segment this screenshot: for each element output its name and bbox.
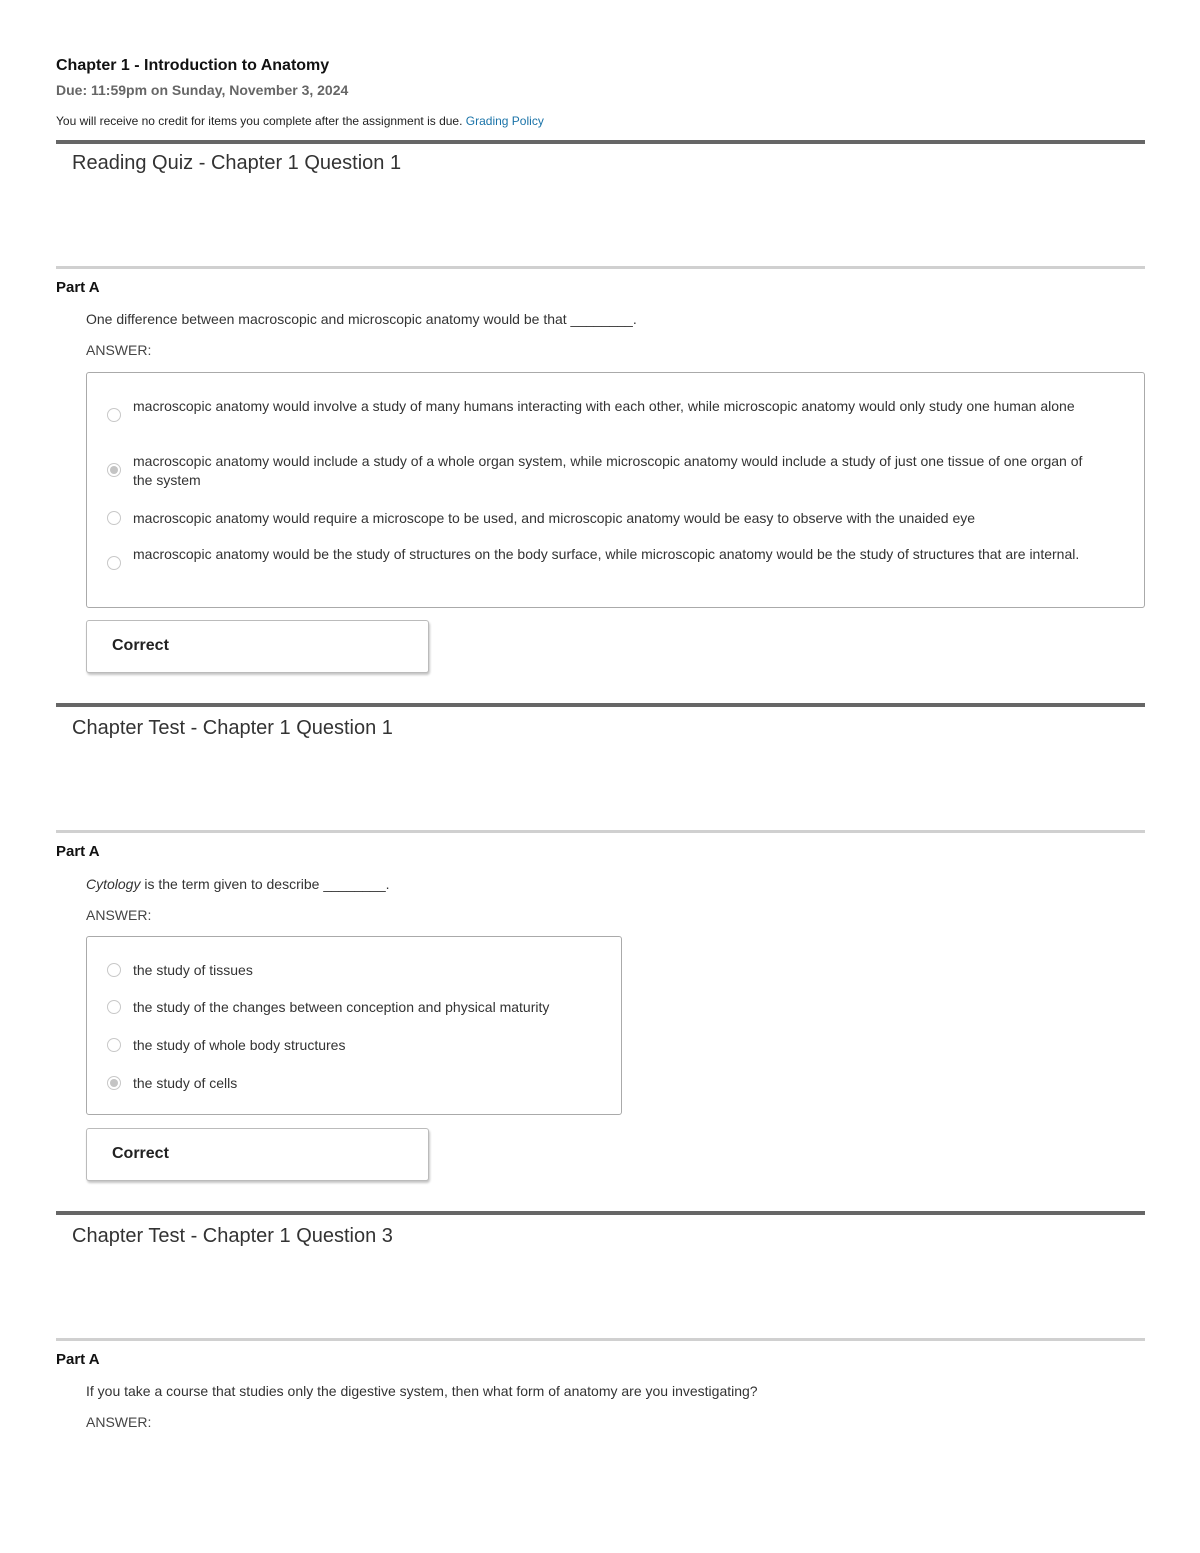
feedback-box [86,1128,429,1181]
option-text: the study of whole body structures [133,1037,346,1053]
question-title: Reading Quiz - Chapter 1 Question 1 [72,152,402,174]
question-prompt [86,876,390,892]
notice-text: You will receive no credit for items you complete after the assignment is due. [56,114,463,128]
option-text: macroscopic anatomy would involve a study of many humans interacting with each other, while microscopic anatomy would only study one human alone [133,398,1075,414]
section-divider [56,703,1145,707]
radio-button[interactable] [107,963,121,977]
radio-button[interactable] [107,556,121,570]
section-divider [56,140,1145,144]
answer-options [86,372,1145,608]
option-text: the study of cells [133,1075,238,1091]
answer-label: ANSWER: [86,342,152,358]
radio-button[interactable] [107,1000,121,1014]
part-divider [56,1338,1145,1341]
answer-label: ANSWER: [86,907,152,923]
part-label: Part A [56,279,100,296]
feedback-text: Correct [112,637,169,654]
part-divider [56,266,1145,269]
part-divider [56,830,1145,833]
feedback-text: Correct [112,1145,169,1162]
part-label: Part A [56,843,100,860]
answer-label: ANSWER: [86,1414,152,1430]
late-credit-notice [56,114,544,128]
question-prompt: One difference between macroscopic and microscopic anatomy would be that ________. [86,311,637,327]
question-title: Chapter Test - Chapter 1 Question 1 [72,717,393,739]
assignment-title: Chapter 1 - Introduction to Anatomy [56,57,330,74]
question-title: Chapter Test - Chapter 1 Question 3 [72,1225,393,1247]
radio-button[interactable] [107,1038,121,1052]
option-text: the study of tissues [133,962,253,978]
feedback-box [86,620,429,673]
option-text: macroscopic anatomy would include a study of a whole organ system, while microscopic anatomy would include a study of just one tissue of one organ of the system [133,453,1083,488]
option-text: macroscopic anatomy would be the study of structures on the body surface, while microscopic anatomy would be the study of structures that are internal. [133,546,1080,562]
prompt-text: is the term given to describe ________. [140,876,390,892]
due-date: Due: 11:59pm on Sunday, November 3, 2024 [56,82,349,98]
radio-button-selected[interactable] [107,463,121,477]
grading-policy-link[interactable]: Grading Policy [465,114,544,128]
radio-button[interactable] [107,408,121,422]
section-divider [56,1211,1145,1215]
option-text: the study of the changes between conception and physical maturity [133,999,550,1015]
prompt-italic-term: Cytology [86,876,141,892]
answer-options [86,936,622,1115]
part-label: Part A [56,1351,100,1368]
option-text: macroscopic anatomy would require a microscope to be used, and microscopic anatomy would be easy to observe with the unaided eye [133,510,976,526]
radio-button-selected[interactable] [107,1076,121,1090]
question-prompt: If you take a course that studies only the digestive system, then what form of anatomy are you investigating? [86,1383,758,1399]
radio-button[interactable] [107,511,121,525]
